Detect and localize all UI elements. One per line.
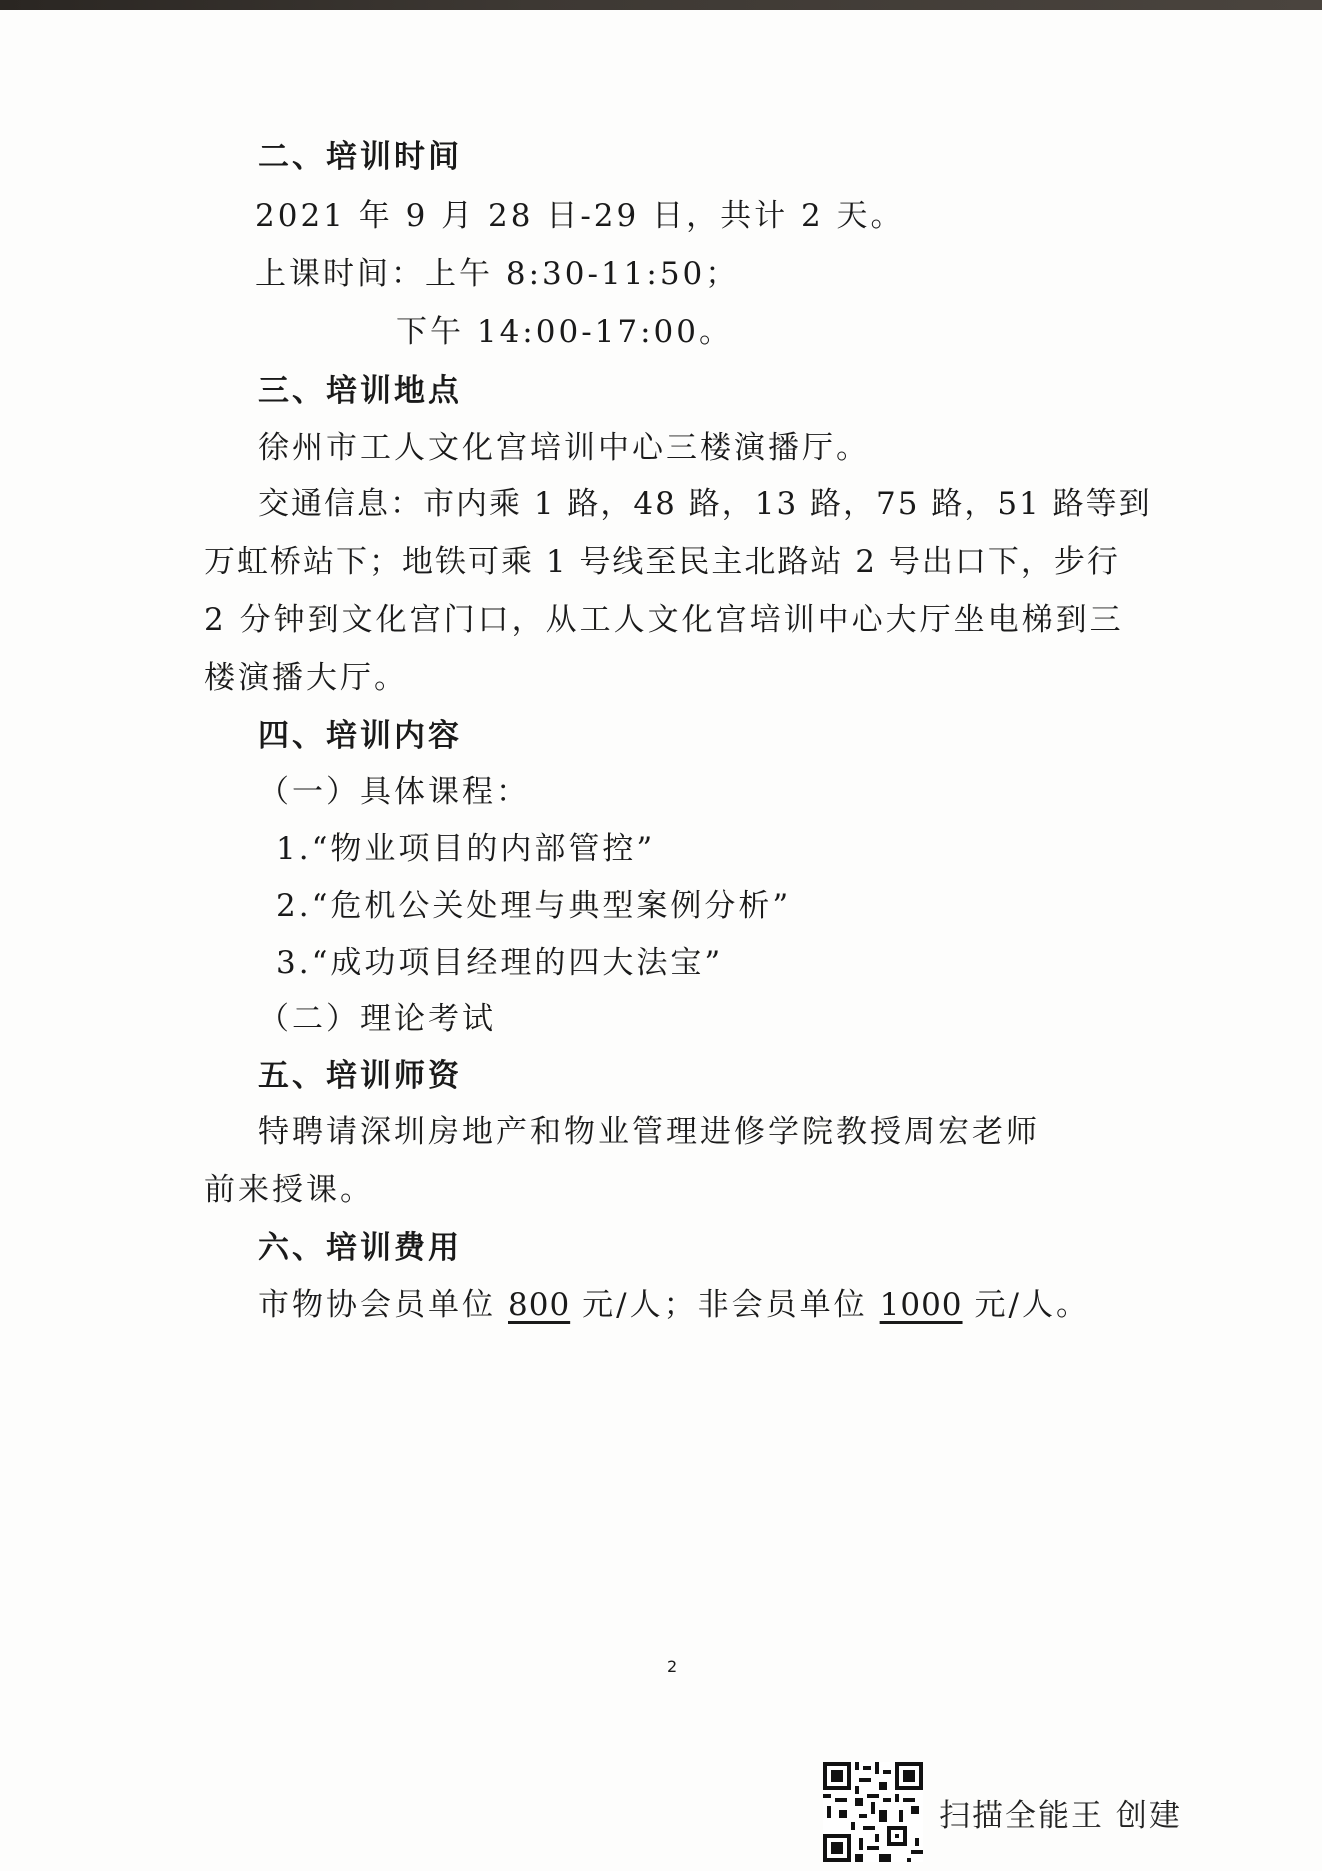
scanner-watermark-text: 扫描全能王 创建: [939, 1797, 1182, 1834]
fee-middle-text: 元/人；非会员单位: [582, 1287, 868, 1323]
fee-member-label: 市物协会员单位: [258, 1287, 496, 1323]
section-heading-teacher: 五、培训师资: [258, 1058, 462, 1094]
exam-subheading: （二）理论考试: [258, 1001, 496, 1037]
section-heading-fee: 六、培训费用: [258, 1230, 462, 1266]
course-item: 3.“成功项目经理的四大法宝”: [276, 945, 724, 981]
transport-line: 万虹桥站下；地铁可乘 1 号线至民主北路站 2 号出口下，步行: [204, 544, 1120, 580]
scan-edge-bar: [0, 0, 1322, 10]
scanner-watermark: [823, 1760, 1182, 1864]
courses-subheading: （一）具体课程：: [258, 774, 530, 810]
section-heading-content: 四、培训内容: [258, 718, 462, 754]
fee-line: [258, 1285, 1090, 1325]
teacher-line: 前来授课。: [204, 1172, 374, 1208]
schedule-morning: 上课时间：上午 8:30-11:50；: [255, 256, 740, 292]
transport-line: 楼演播大厅。: [204, 660, 408, 696]
transport-line: 2 分钟到文化宫门口，从工人文化宫培训中心大厅坐电梯到三: [204, 602, 1124, 638]
teacher-line: 特聘请深圳房地产和物业管理进修学院教授周宏老师: [258, 1114, 1040, 1150]
section-heading-time: 二、培训时间: [258, 139, 462, 175]
qr-code-icon: [823, 1762, 923, 1862]
fee-nonmember-amount: 1000: [879, 1287, 963, 1323]
venue-text: 徐州市工人文化宫培训中心三楼演播厅。: [258, 430, 870, 466]
transport-line: 交通信息：市内乘 1 路，48 路，13 路，75 路，51 路等到: [258, 486, 1152, 522]
fee-suffix: 元/人。: [974, 1287, 1090, 1323]
fee-member-amount: 800: [508, 1287, 571, 1323]
course-item: 2.“危机公关处理与典型案例分析”: [276, 888, 792, 924]
section-heading-location: 三、培训地点: [258, 373, 462, 409]
schedule-afternoon: 下午 14:00-17:00。: [396, 314, 734, 350]
page-number: 2: [667, 1657, 678, 1676]
course-item: 1.“物业项目的内部管控”: [276, 831, 656, 867]
training-dates: 2021 年 9 月 28 日-29 日，共计 2 天。: [255, 198, 905, 234]
